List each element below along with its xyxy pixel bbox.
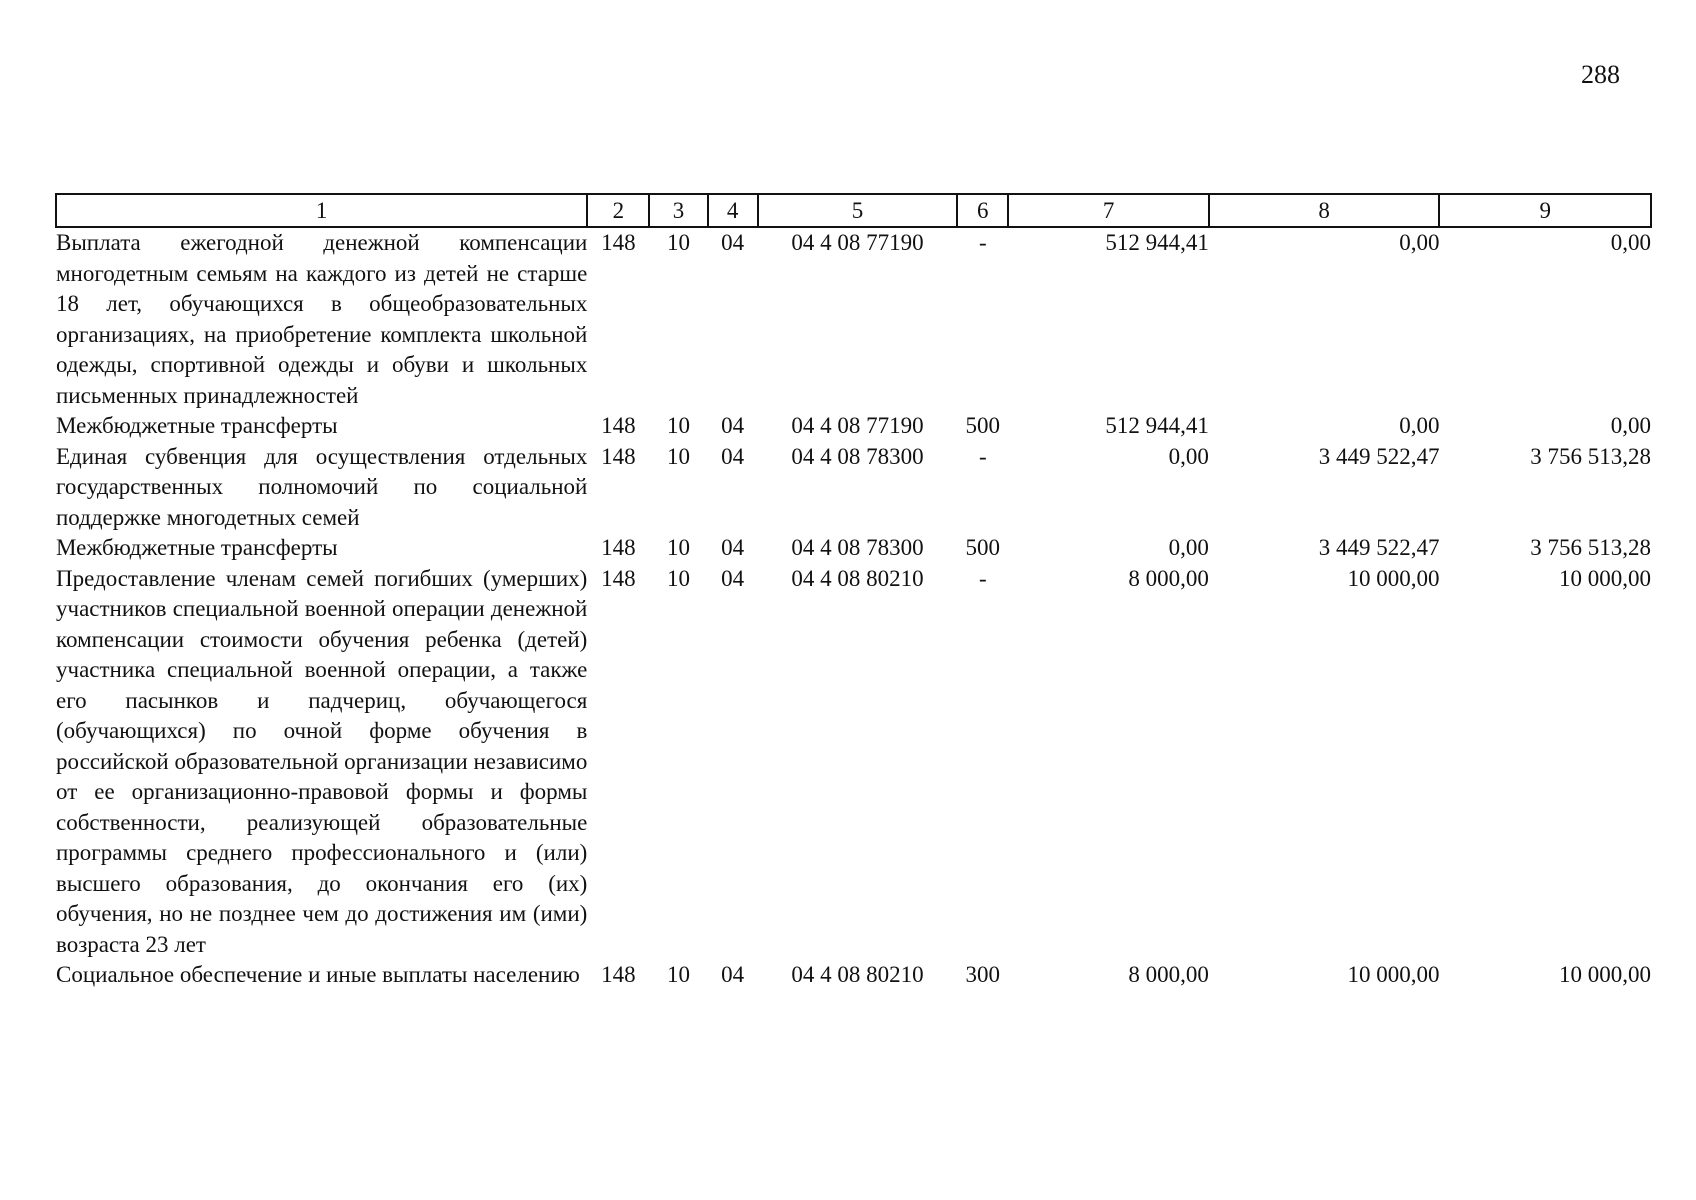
row-description: Предоставление членам семей погибших (умерших) участников специальной военной операции денежной компенсации стоимости обучения ребенка (детей) участника специальной военной операции, а также его пасынков и падчериц, обучающегося (обучающихся) по очной форме обучения в российской образовательной организации независимо от ее организационно-правовой формы и формы собственности, реализующей образовательные программы среднего профессионального и (или) высшего образования, до окончания его (их) обучения, но не позднее чем до достижения им (ими) возраста 23 лет — [56, 565, 588, 957]
cell-amount-9: 0,00 — [1610, 230, 1651, 255]
column-header: 7 — [1008, 194, 1209, 227]
row-description: Межбюджетные трансферты — [56, 535, 338, 560]
cell-target-article: 04 4 08 80210 — [791, 962, 924, 987]
cell-code: 148 — [601, 565, 636, 591]
cell-amount-7: 512 944,41 — [1105, 230, 1209, 255]
cell-code: 148 — [601, 535, 636, 560]
cell-section: 10 — [667, 230, 691, 255]
cell-amount-7: 512 944,41 — [1105, 413, 1209, 438]
table-row — [56, 533, 1651, 564]
cell-subsection: 04 — [721, 565, 745, 591]
table-row — [56, 960, 1651, 991]
cell-code: 148 — [601, 230, 636, 255]
cell-amount-8: 3 449 522,47 — [1318, 443, 1440, 469]
table-row — [56, 442, 1651, 534]
cell-section: 10 — [667, 443, 691, 469]
cell-amount-9: 0,00 — [1610, 413, 1651, 438]
cell-amount-9: 10 000,00 — [1559, 962, 1651, 987]
cell-expense-type: - — [978, 565, 987, 591]
cell-expense-type: 500 — [965, 535, 1001, 560]
cell-amount-9: 10 000,00 — [1559, 565, 1651, 591]
page-number: 288 — [1581, 60, 1620, 89]
column-header: 8 — [1209, 194, 1440, 227]
cell-expense-type: 300 — [965, 962, 1001, 987]
cell-code: 148 — [601, 962, 636, 987]
cell-subsection: 04 — [721, 535, 745, 560]
cell-section: 10 — [667, 535, 691, 560]
budget-table — [55, 193, 1652, 991]
cell-target-article: 04 4 08 78300 — [791, 443, 924, 469]
cell-amount-8: 10 000,00 — [1347, 565, 1440, 591]
cell-subsection: 04 — [721, 230, 745, 255]
cell-expense-type: - — [978, 443, 987, 469]
column-header: 6 — [957, 194, 1008, 227]
cell-target-article: 04 4 08 80210 — [791, 565, 924, 591]
cell-amount-8: 0,00 — [1399, 230, 1440, 255]
cell-amount-8: 0,00 — [1399, 413, 1440, 438]
cell-amount-7: 0,00 — [1168, 535, 1209, 560]
cell-subsection: 04 — [721, 962, 745, 987]
column-header: 1 — [56, 194, 587, 227]
column-header: 2 — [587, 194, 649, 227]
column-header: 3 — [649, 194, 707, 227]
cell-code: 148 — [601, 443, 636, 469]
cell-section: 10 — [667, 962, 691, 987]
cell-section: 10 — [667, 413, 691, 438]
cell-subsection: 04 — [721, 443, 745, 469]
table-header-row — [56, 194, 1651, 227]
row-description: Межбюджетные трансферты — [56, 413, 338, 438]
cell-amount-7: 0,00 — [1168, 443, 1209, 469]
cell-amount-9: 3 756 513,28 — [1530, 535, 1651, 560]
column-header: 4 — [708, 194, 758, 227]
cell-expense-type: 500 — [965, 413, 1001, 438]
cell-amount-7: 8 000,00 — [1128, 962, 1209, 987]
column-header: 5 — [758, 194, 958, 227]
table-row — [56, 227, 1651, 411]
row-description: Выплата ежегодной денежной компенсации многодетным семьям на каждого из детей не старше 18 лет, обучающихся в общеобразовательных организациях, на приобретение комплекта школьной одежды, спортивной одежды и обуви и школьных письменных принадлежностей — [56, 230, 588, 408]
row-description: Единая субвенция для осуществления отдельных государственных полномочий по социальной поддержке многодетных семей — [56, 443, 588, 530]
cell-expense-type: - — [978, 230, 987, 255]
row-description: Социальное обеспечение и иные выплаты населению — [56, 962, 580, 987]
table-row — [56, 411, 1651, 442]
cell-amount-8: 3 449 522,47 — [1318, 535, 1440, 560]
cell-amount-8: 10 000,00 — [1347, 962, 1440, 987]
cell-amount-7: 8 000,00 — [1128, 565, 1209, 591]
cell-subsection: 04 — [721, 413, 745, 438]
table-row — [56, 564, 1651, 961]
cell-target-article: 04 4 08 77190 — [791, 230, 924, 255]
cell-amount-9: 3 756 513,28 — [1530, 443, 1651, 469]
column-header: 9 — [1439, 194, 1651, 227]
cell-section: 10 — [667, 565, 691, 591]
cell-target-article: 04 4 08 77190 — [791, 413, 924, 438]
cell-target-article: 04 4 08 78300 — [791, 535, 924, 560]
cell-code: 148 — [601, 413, 636, 438]
